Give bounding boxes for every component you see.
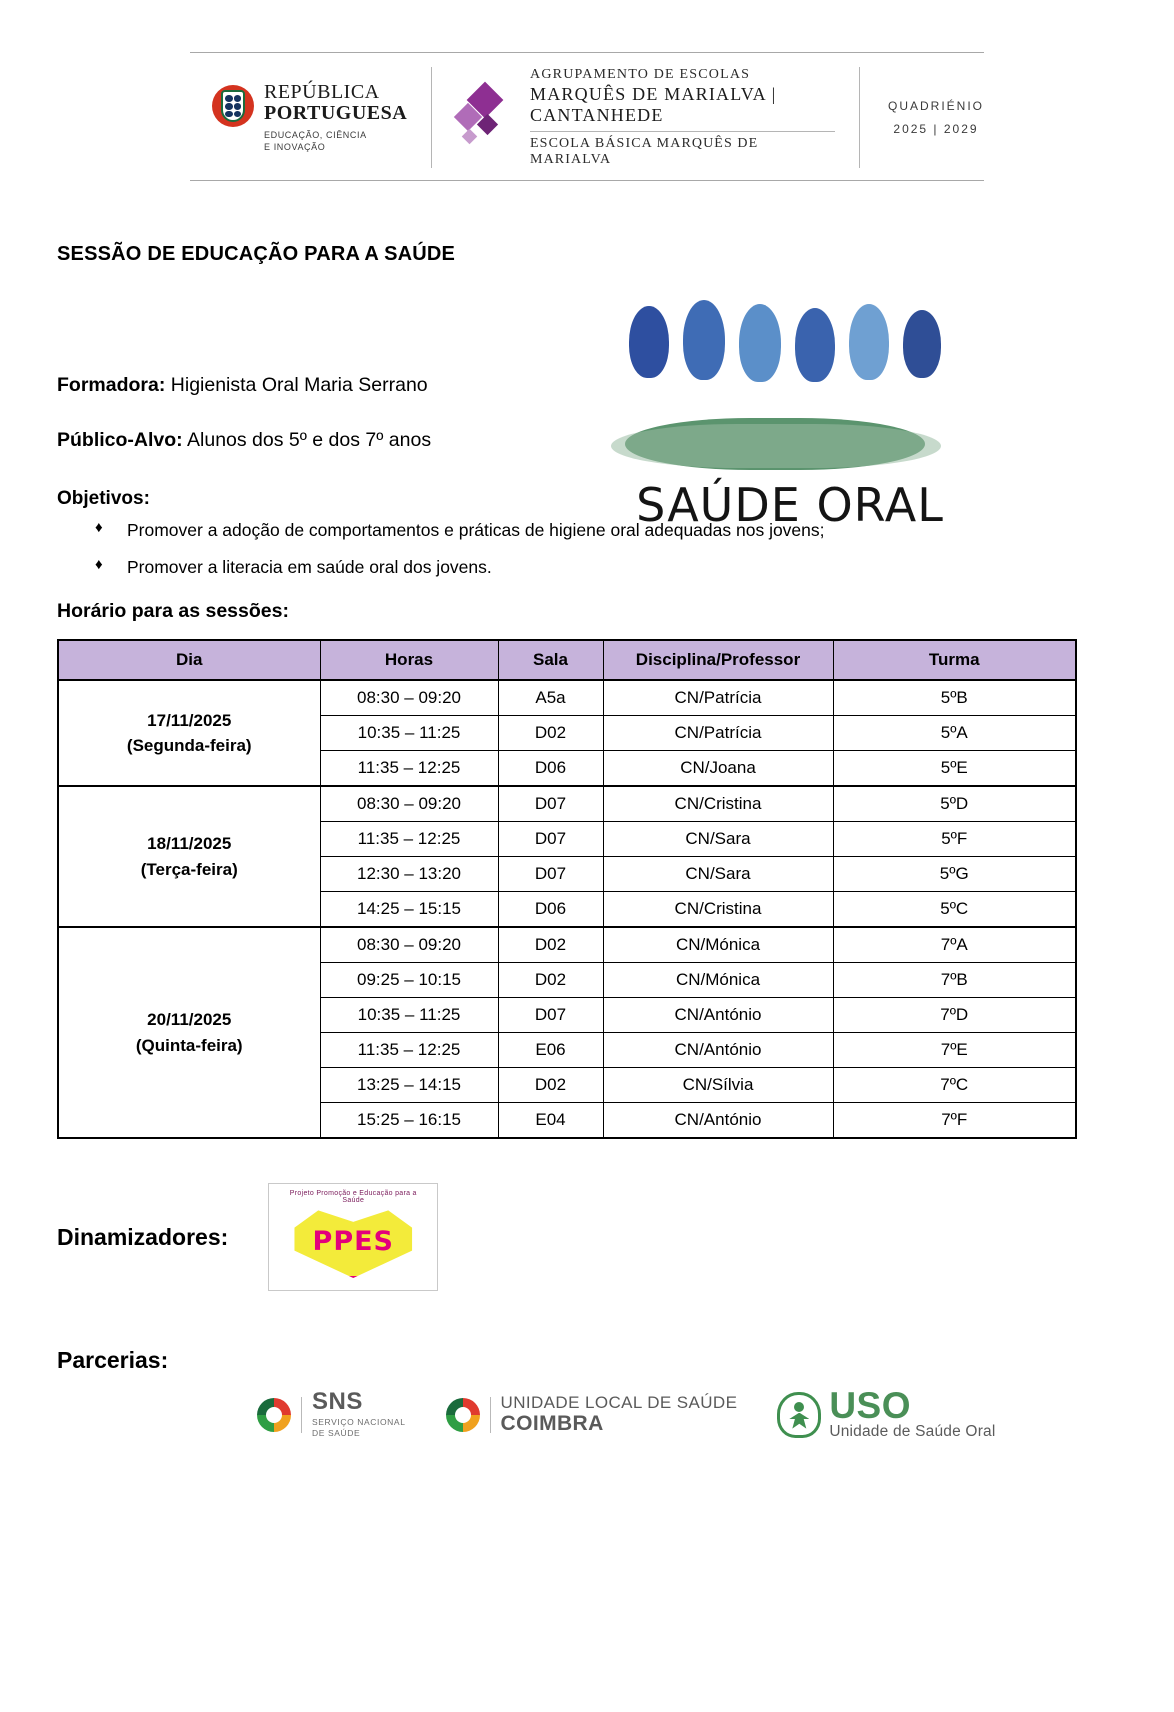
table-row	[58, 927, 1076, 963]
diamond-bullet-icon: ♦	[95, 556, 103, 573]
cell-disciplina: CN/António	[603, 1033, 833, 1068]
day-date: 20/11/2025	[147, 1010, 232, 1029]
cell-disciplina: CN/António	[603, 1103, 833, 1139]
day-weekday: (Segunda-feira)	[126, 736, 252, 755]
cell-sala: D02	[498, 716, 603, 751]
republica-portuguesa-logo	[190, 82, 407, 153]
cell-disciplina: CN/Cristina	[603, 786, 833, 822]
cell-sala: D02	[498, 927, 603, 963]
cell-sala: D02	[498, 1068, 603, 1103]
cell-turma: 5ºD	[833, 786, 1076, 822]
header-divider-1	[431, 67, 432, 168]
day-cell	[58, 786, 320, 927]
cell-turma: 5ºF	[833, 822, 1076, 857]
cell-horas: 10:35 – 11:25	[320, 998, 498, 1033]
cell-horas: 08:30 – 09:20	[320, 786, 498, 822]
uso-name: USO	[829, 1385, 911, 1426]
cell-sala: D07	[498, 998, 603, 1033]
cell-disciplina: CN/António	[603, 998, 833, 1033]
cell-turma: 7ºE	[833, 1033, 1076, 1068]
cell-disciplina: CN/Joana	[603, 751, 833, 787]
uls-line1: UNIDADE LOCAL DE SAÚDE	[500, 1392, 738, 1412]
sns-sub2: DE SAÚDE	[312, 1428, 361, 1439]
day-date: 18/11/2025	[147, 834, 232, 853]
republica-line2: PORTUGUESA	[264, 102, 408, 125]
objetivo-text: Promover a adoção de comportamentos e práticas de higiene oral adequadas nos jovens;	[127, 520, 825, 540]
day-weekday: (Quinta-feira)	[135, 1035, 243, 1055]
ppes-arc-text: Projeto Promoção e Educação para a Saúde	[289, 1190, 417, 1204]
sns-mark-icon	[257, 1398, 291, 1432]
uls-divider	[490, 1397, 491, 1433]
cell-disciplina: CN/Sara	[603, 822, 833, 857]
publico-alvo-value: Alunos dos 5º e dos 7º anos	[182, 429, 432, 451]
dinamizadores-label: Dinamizadores:	[57, 1223, 229, 1250]
cell-sala: D06	[498, 892, 603, 928]
day-cell	[58, 680, 320, 786]
cell-horas: 08:30 – 09:20	[320, 680, 498, 716]
formadora-label: Formadora:	[57, 374, 166, 396]
quadrienio-years: 2025 | 2029	[893, 121, 979, 136]
document-header	[190, 52, 984, 181]
day-cell	[58, 927, 320, 1138]
cell-sala: D02	[498, 963, 603, 998]
diamond-bullet-icon: ♦	[95, 519, 103, 536]
ppes-acronym: PPES	[312, 1226, 394, 1257]
cell-disciplina: CN/Patrícia	[603, 680, 833, 716]
cell-sala: D07	[498, 786, 603, 822]
cell-horas: 12:30 – 13:20	[320, 857, 498, 892]
column-header-dia: Dia	[58, 640, 320, 680]
cell-horas: 11:35 – 12:25	[320, 751, 498, 787]
ppes-logo	[268, 1183, 438, 1291]
objetivo-text: Promover a literacia em saúde oral dos jovens.	[127, 557, 492, 577]
cell-horas: 11:35 – 12:25	[320, 822, 498, 857]
cell-sala: D07	[498, 822, 603, 857]
horario-heading: Horário para as sessões:	[57, 600, 289, 622]
objetivos-list	[57, 520, 1117, 578]
cell-horas: 13:25 – 14:15	[320, 1068, 498, 1103]
green-brush-graphic	[625, 418, 925, 470]
uso-subtitle: Unidade de Saúde Oral	[829, 1423, 996, 1441]
sns-logo	[257, 1390, 406, 1438]
cell-turma: 5ºC	[833, 892, 1076, 928]
cell-turma: 7ºD	[833, 998, 1076, 1033]
sns-divider	[301, 1397, 302, 1433]
table-row	[58, 786, 1076, 822]
table-header-row	[58, 640, 1076, 680]
cell-disciplina: CN/Patrícia	[603, 716, 833, 751]
cell-sala: A5a	[498, 680, 603, 716]
cell-turma: 7ºC	[833, 1068, 1076, 1103]
cell-sala: E04	[498, 1103, 603, 1139]
cell-turma: 5ºA	[833, 716, 1076, 751]
cell-turma: 7ºB	[833, 963, 1076, 998]
cell-turma: 7ºF	[833, 1103, 1076, 1139]
schedule-table	[57, 639, 1077, 1139]
page-title: SESSÃO DE EDUCAÇÃO PARA A SAÚDE	[57, 243, 456, 265]
partners-row	[57, 1385, 1117, 1441]
list-item	[95, 557, 1117, 578]
agrupamento-line3: ESCOLA BÁSICA MARQUÊS DE MARIALVA	[530, 131, 835, 168]
republica-sub2: E INOVAÇÃO	[264, 141, 326, 152]
republica-line1: REPÚBLICA	[264, 81, 380, 104]
agrupamento-line1: AGRUPAMENTO DE ESCOLAS	[530, 67, 751, 82]
tooth-person-icon	[777, 1392, 821, 1438]
cell-disciplina: CN/Mónica	[603, 927, 833, 963]
portugal-shield-icon	[212, 85, 254, 127]
dinamizadores-section	[57, 1183, 1117, 1291]
day-date: 17/11/2025	[147, 710, 232, 730]
uls-mark-icon	[446, 1398, 480, 1432]
publico-alvo-label: Público-Alvo:	[57, 429, 183, 451]
parcerias-label: Parcerias:	[57, 1347, 169, 1373]
cell-horas: 09:25 – 10:15	[320, 963, 498, 998]
agrupamento-logo-block	[456, 67, 835, 168]
cell-horas: 10:35 – 11:25	[320, 716, 498, 751]
cell-disciplina: CN/Sílvia	[603, 1068, 833, 1103]
cell-horas: 08:30 – 09:20	[320, 927, 498, 963]
uls-line2: COIMBRA	[500, 1412, 604, 1436]
uls-coimbra-logo	[446, 1393, 738, 1437]
cell-sala: D06	[498, 751, 603, 787]
cell-horas: 14:25 – 15:15	[320, 892, 498, 928]
day-weekday: (Terça-feira)	[140, 859, 238, 879]
sns-name: SNS	[312, 1388, 363, 1416]
republica-sub1: EDUCAÇÃO, CIÊNCIA	[264, 130, 367, 141]
sns-sub1: SERVIÇO NACIONAL	[312, 1417, 406, 1428]
list-item	[95, 520, 1117, 541]
quadrienio-block	[884, 95, 984, 141]
cell-disciplina: CN/Mónica	[603, 963, 833, 998]
column-header-turma: Turma	[833, 640, 1076, 680]
table-row	[58, 680, 1076, 716]
objetivos-heading: Objetivos:	[57, 488, 150, 509]
column-header-horas: Horas	[320, 640, 498, 680]
cell-turma: 5ºB	[833, 680, 1076, 716]
cell-sala: E06	[498, 1033, 603, 1068]
agrupamento-line2: MARQUÊS DE MARIALVA | CANTANHEDE	[530, 84, 777, 125]
cell-horas: 11:35 – 12:25	[320, 1033, 498, 1068]
cell-sala: D07	[498, 857, 603, 892]
cell-horas: 15:25 – 16:15	[320, 1103, 498, 1139]
cell-disciplina: CN/Sara	[603, 857, 833, 892]
column-header-sala: Sala	[498, 640, 603, 680]
diamonds-icon	[456, 87, 518, 149]
cell-turma: 5ºG	[833, 857, 1076, 892]
quadrienio-label: QUADRIÉNIO	[887, 98, 984, 113]
cell-turma: 5ºE	[833, 751, 1076, 787]
column-header-disciplina: Disciplina/Professor	[603, 640, 833, 680]
cell-disciplina: CN/Cristina	[603, 892, 833, 928]
cell-turma: 7ºA	[833, 927, 1076, 963]
uso-logo	[777, 1385, 996, 1441]
formadora-value: Higienista Oral Maria Serrano	[165, 374, 428, 396]
fingerprints-graphic	[629, 300, 949, 410]
saude-oral-wordmark: SAÚDE ORAL	[636, 478, 944, 532]
header-divider-2	[859, 67, 860, 168]
